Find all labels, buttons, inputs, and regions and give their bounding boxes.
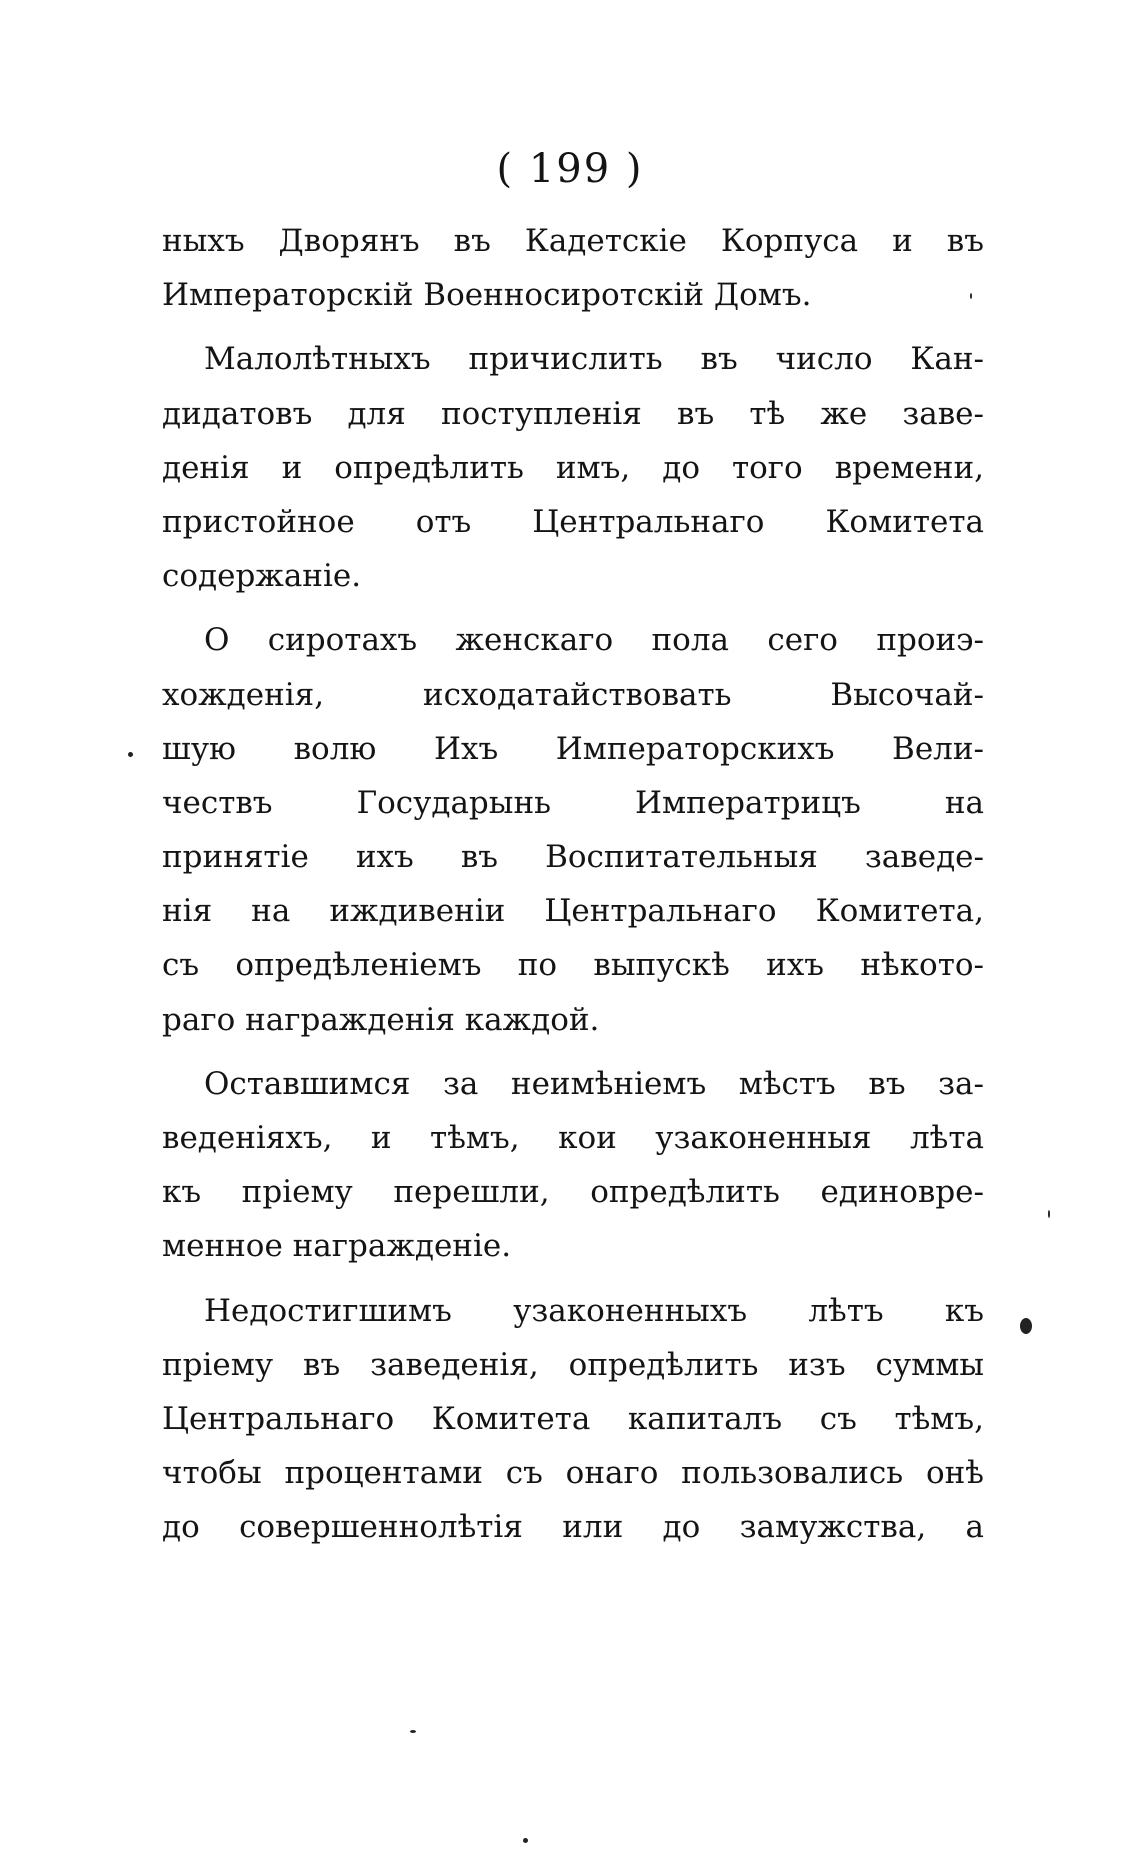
text-line: чествъ Государынь Императрицъ на (162, 784, 984, 821)
text-line: до совершеннолѣтія или до замужства, а (162, 1509, 984, 1546)
ink-speck (410, 1730, 416, 1733)
paragraph (162, 1284, 984, 1555)
text-line: раго награжденія каждой. (162, 1001, 600, 1038)
text-line: денія и опредѣлить имъ, до того времени, (162, 449, 984, 486)
text-line: ныхъ Дворянъ въ Кадетскіе Корпуса и въ (162, 223, 984, 259)
text-line: Центральнаго Комитета капиталъ съ тѣмъ, (162, 1400, 984, 1437)
ink-speck (128, 752, 133, 757)
page-body (162, 214, 984, 1555)
text-line: принятіе ихъ въ Воспитательныя заведе- (162, 839, 984, 876)
page-number: ( 199 ) (496, 146, 644, 192)
ink-speck (1048, 1210, 1050, 1218)
text-line: шую волю Ихъ Императорскихъ Вели- (162, 730, 984, 767)
text-line: чтобы процентами съ онаго пользовались онѣ (162, 1455, 984, 1492)
paragraph (162, 613, 984, 1047)
paragraph (162, 332, 984, 603)
ink-speck (1020, 1318, 1032, 1334)
text-line: Недостигшимъ узаконенныхъ лѣтъ къ (204, 1292, 984, 1329)
paragraph (162, 214, 984, 322)
text-line: пристойное отъ Центральнаго Комитета (162, 503, 984, 540)
text-line: Малолѣтныхъ причислить въ число Кан- (204, 341, 984, 378)
text-line: веденіяхъ, и тѣмъ, кои узаконенныя лѣта (162, 1120, 984, 1156)
text-line: менное награжденіе. (162, 1228, 512, 1265)
text-line: Императорскій Военносиротскій Домъ. (162, 277, 812, 314)
text-line: нія на иждивеніи Центральнаго Комитета, (162, 893, 984, 930)
text-line: хожденія, исходатайствовать Высочай- (162, 676, 984, 713)
ink-speck (523, 1838, 528, 1843)
paragraph (162, 1057, 984, 1274)
text-line: содержаніе. (162, 558, 362, 595)
ink-speck (970, 293, 972, 299)
text-line: дидатовъ для поступленія въ тѣ же заве- (162, 395, 984, 432)
text-line: О сиротахъ женскаго пола сего проиэ- (204, 622, 984, 659)
text-line: пріему въ заведенія, опредѣлить изъ суммы (162, 1346, 984, 1383)
text-line: Оставшимся за неимѣніемъ мѣстъ въ за- (204, 1065, 984, 1102)
text-line: съ опредѣленіемъ по выпускѣ ихъ нѣкото- (162, 947, 984, 984)
text-line: къ пріему перешли, опредѣлить единовре- (162, 1174, 984, 1211)
